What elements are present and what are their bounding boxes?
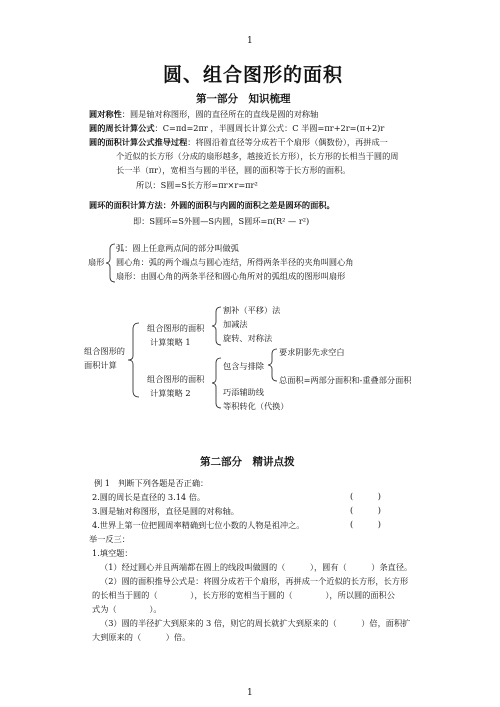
answer-blank-4[interactable]: ( ): [350, 519, 381, 529]
strategy-1-item-cut-fill: 割补（平移）法: [223, 305, 281, 315]
page-title: 圆、组合图形的面积: [163, 64, 344, 86]
inclusion-exclusion-brace: [268, 348, 278, 382]
combo-root-brace: [128, 322, 140, 398]
strategy-2-item-equal-area: 等积转化（代换）: [223, 401, 289, 411]
part1-heading: 第一部分 知识梳理: [196, 93, 291, 105]
area-derivation-cont-2: 长一半（πr），宽相当与圆的半径，圆的面积等于长方形的面积。: [116, 165, 351, 175]
area-derivation-cont-1: 个近似的长方形（分成的扇形越多，越接近长方形），长方形的长相当于圆的周: [116, 151, 399, 161]
sector-label: 扇形: [88, 257, 105, 267]
perimeter-formula-line: 圆的周长计算公式：C=πd=2πr ，半圆周长计算公式：C 半圆=πr+2r=(π+2)r: [89, 123, 385, 133]
inclusion-exclusion-item-total: 总面积=两部分面积和-重叠部分面积: [279, 375, 412, 385]
strategy-2-item-auxiliary-line: 巧添辅助线: [223, 387, 264, 397]
page-number-top: 1: [247, 36, 253, 46]
sector-brace: [106, 243, 116, 283]
part2-heading: 第二部分 精讲点拨: [200, 456, 295, 468]
ring-area-formula: 即：S圆环=S外圆—S内圆，S圆环=π(R² — r²): [133, 216, 310, 226]
question-3-line-1: （3）圆的半径扩大到原来的 3 倍，则它的周长就扩大到原来的（ ）倍，面积扩: [100, 618, 411, 628]
example-1-heading: 例 1 判断下列各题是否正确：: [94, 478, 209, 488]
follow-up-heading: 举一反三：: [89, 534, 130, 544]
example-item-4: 4.世界上第一位把圆周率精确到七位小数的人物是祖冲之。: [92, 520, 305, 530]
strategy-2-line-2: 计算策略 2: [150, 388, 191, 398]
example-item-2: 2.圆的周长是直径的 3.14 倍。: [92, 492, 206, 502]
answer-blank-2[interactable]: ( ): [350, 491, 381, 501]
strategy-1-item-rotate-symmetry: 旋转、对称法: [223, 333, 273, 343]
strategy-2-line-1: 组合图形的面积: [147, 374, 205, 384]
question-2-line-2: 的长相当于圆的（ ），长方形的宽相当于圆的（ ），所以圆的面积公: [92, 590, 395, 600]
question-3-line-2: 大到原来的（ ）倍。: [92, 632, 191, 642]
sector-item-sector: 扇形：由圆心角的两条半径和圆心角所对的弧组成的图形叫扇形: [116, 271, 346, 281]
strategy-1-line-2: 计算策略 1: [150, 337, 191, 347]
answer-blank-3[interactable]: ( ): [350, 505, 381, 515]
combo-root-line-2: 面积计算: [84, 360, 117, 370]
page-number-bottom: 1: [247, 688, 253, 698]
strategy-2-brace: [212, 357, 222, 409]
sector-item-arc: 弧：圆上任意两点间的部分叫做弧: [116, 243, 239, 253]
sector-item-central-angle: 圆心角：弧的两个端点与圆心连结，所得两条半径的夹角叫圆心角: [116, 257, 354, 267]
area-derivation-line: 圆的面积计算公式推导过程：将圆沿着直径等分成若干个扇形（偶数份），再拼成一: [89, 137, 388, 147]
combo-root-line-1: 组合图形的: [84, 346, 125, 356]
strategy-1-item-add-subtract: 加减法: [223, 319, 248, 329]
inclusion-exclusion-item-shade: 要求阴影先求空白: [279, 347, 345, 357]
question-2-line-1: （2）圆的面积推导公式是：将圆分成若干个扇形，再拼成一个近似的长方形，长方形: [100, 576, 409, 586]
strategy-2-item-inclusion-exclusion: 包含与排除: [223, 361, 264, 371]
area-formula: 所以：S圆=S长方形=πr×r=πr²: [136, 180, 258, 190]
example-item-3: 3.圆是轴对称图形，直径是圆的对称轴。: [92, 506, 239, 516]
question-1: （1）经过圆心并且两端都在圆上的线段叫做圆的（ ），圆有（ ）条直径。: [100, 562, 413, 572]
strategy-1-brace: [212, 306, 222, 346]
fill-blank-heading: 1.填空题：: [92, 548, 133, 558]
symmetry-line: 圆对称性：圆是轴对称图形，圆的直径所在的直线是圆的对称轴: [89, 109, 319, 119]
strategy-1-line-1: 组合图形的面积: [147, 323, 205, 333]
question-2-line-3: 式为（ ）。: [92, 604, 162, 614]
ring-area-line: 圆环的面积计算方法：外圆的面积与内圆的面积之差是圆环的面积。: [89, 200, 335, 210]
